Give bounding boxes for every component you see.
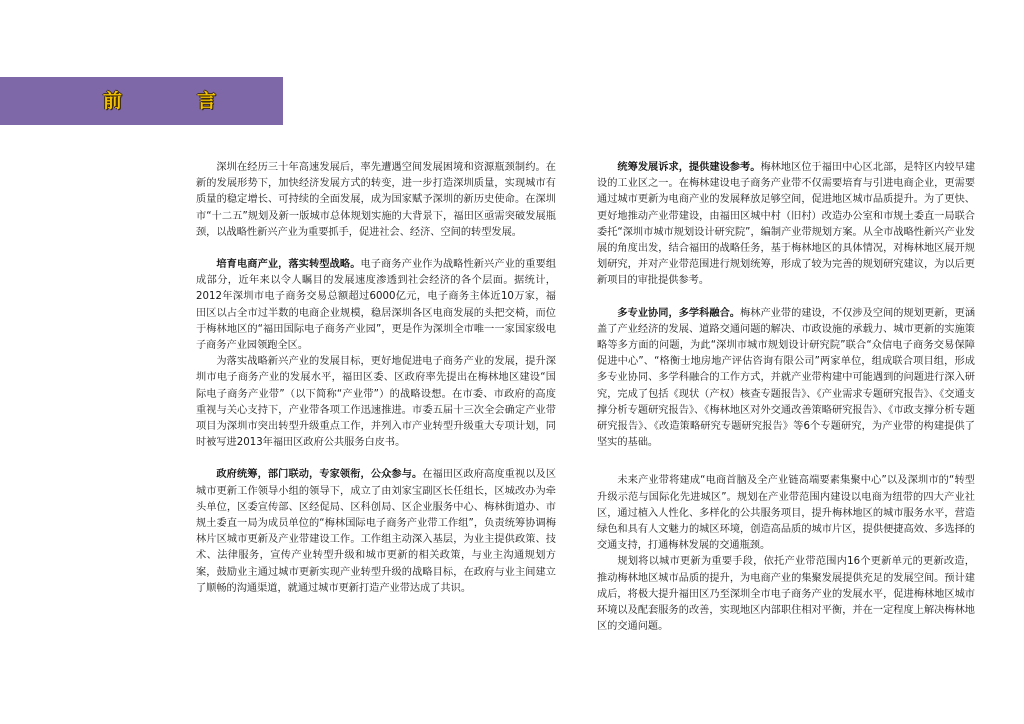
planning-lead: 统筹发展诉求，提供建设参考。 [617,162,761,173]
intro-paragraph: 深圳在经历三十年高速发展后，率先遭遇空间发展困境和资源瓶颈制约。在新的发展形势下，加快经济发展方式的转变，进一步打造深圳质量，实现城市有质量的稳定增长、可持续的全面发展，成为国家赋予深圳的新历史使命。在深圳市“十二五”规划及新一版城市总体规划实施的大背景下，福田区亟需突破发展瓶颈，以战略性新兴产业为重要抓手，促进社会、经济、空间的转型发展。 [196,162,556,238]
collaboration-body: 梅林产业带的建设，不仅涉及空间的规划更新，更涵盖了产业经济的发展、道路交通问题的解决、市政设施的承载力、城市更新的实施策略等多方面的问题，为此“深圳市城市规划设计研究院”联合“众信电子商务交易保障促进中心”、“格衡士地房地产评估咨询有限公司”两家单位，组成联合项目组，形成多专业协同、多学科融合的工作方式，并就产业带构建中可能遇到的问题进行深入研究，完成了包括《现状（产权）核查专题报告》、《产业需求专题研究报告》、《交通支撑分析专题研究报告》、《梅林地区对外交通改善策略研究报告》、《市政支撑分析专题研究报告》、《改造策略研究专题研究报告》等6个专题研究，为产业带的构建提供了坚实的基础。 [597,307,976,449]
collaboration-lead: 多专业协同，多学科融合。 [617,307,741,319]
right-text-column [597,160,975,635]
future-paragraph: 未来产业带将建成“电商首脑及全产业链高端要素集聚中心”以及深圳市的“转型升级示范与国际化先进城区”。规划在产业带范围内建设以电商为纽带的四大产业社区，通过植入人性化、多样化的公共服务项目，提升梅林地区的城市服务水平，营造绿色和具有人文魅力的城区环境，创造高品质的城市片区，提供便捷高效、多选择的交通支持，打通梅林发展的交通瓶颈。 [597,475,975,552]
industry-belt-paragraph: 为落实战略新兴产业的发展目标，更好地促进电子商务产业的发展，提升深圳市电子商务产业的发展水平，福田区委、区政府率先提出在梅林地区建设“国际电子商务产业带”（以下简称“产业带”）的战略设想。在市委、市政府的高度重视与关心支持下，产业带各项工作迅速推进。市委五届十三次全会确定产业带项目为深圳市突出转型升级重点工作，并列入市产业转型升级重大专项计划，同时被写进2013年福田区政府公共服务白皮书。 [196,356,556,449]
planning-paragraph [597,160,975,290]
ecommerce-lead: 培育电商产业，落实转型战略。 [216,259,361,271]
ecommerce-paragraph [196,257,556,354]
government-lead: 政府统筹，部门联动，专家领衔，公众参与。 [216,469,423,481]
government-body: 在福田区政府高度重视以及区城市更新工作领导小组的领导下，成立了由刘家宝副区长任组长，区城改办为牵头单位，区委宣传部、区经促局、区科创局、区企业服务中心、梅林街道办、市规土委直一局为成员单位的“梅林国际电子商务产业带工作组”，负责统筹协调梅林片区城市更新及产业带建设工作。工作组主动深入基层，为业主提供政策、技术、法律服务，宣传产业转型升级和城市更新的相关政策，与业主沟通规划方案，鼓励业主通过城市更新实现产业转型升级的战略目标，在政府与业主间建立了顺畅的沟通渠道，就通过城市更新打造产业带达成了共识。 [196,469,557,594]
left-text-column [196,160,556,597]
title-banner [0,77,283,125]
renewal-paragraph: 规划将以城市更新为重要手段，依托产业带范围内16个更新单元的更新改造，推动梅林地区城市品质的提升，为电商产业的集聚发展提供充足的发展空间。预计建成后，将极大提升福田区乃至深圳全市电子商务产业的发展水平，促进梅林地区城市环境以及配套服务的改善，实现地区内部职住相对平衡，并在一定程度上解决梅林地区的交通问题。 [597,556,975,633]
ecommerce-body: 电子商务产业作为战略性新兴产业的重要组成部分，近年来以令人瞩目的发展速度渗透到社会经济的各个层面。据统计，2012年深圳市电子商务交易总额超过6000亿元，电子商务主体近10万家，福田区以占全市过半数的电商企业规模，稳居深圳各区电商发展的头把交椅，而位于梅林地区的“福田国际电子商务产业园”，更是作为深圳全市唯一一家国家级电子商务产业园领跑全区。 [196,259,557,352]
planning-body: 梅林地区位于福田中心区北部，是特区内较早建设的工业区之一。在梅林建设电子商务产业带不仅需要培育与引进电商企业，更需要通过城市更新为电商产业的发展释放足够空间，促进地区城市品质提升。为了更快、更好地推动产业带建设，由福田区城中村（旧村）改造办公室和市规土委直一局联合委托“深圳市城市规划设计研究院”，编制产业带规划方案。从全市战略性新兴产业发展的角度出发，结合福田的战略任务，基于梅林地区的具体情况，对梅林地区展开规划研究，并对产业带范围进行规划统筹，形成了较为完善的规划研究建议，为以后更新项目的审批提供参考。 [597,162,976,287]
government-paragraph [196,467,556,597]
collaboration-paragraph [597,306,975,452]
page-title: 前 言 [103,90,245,112]
